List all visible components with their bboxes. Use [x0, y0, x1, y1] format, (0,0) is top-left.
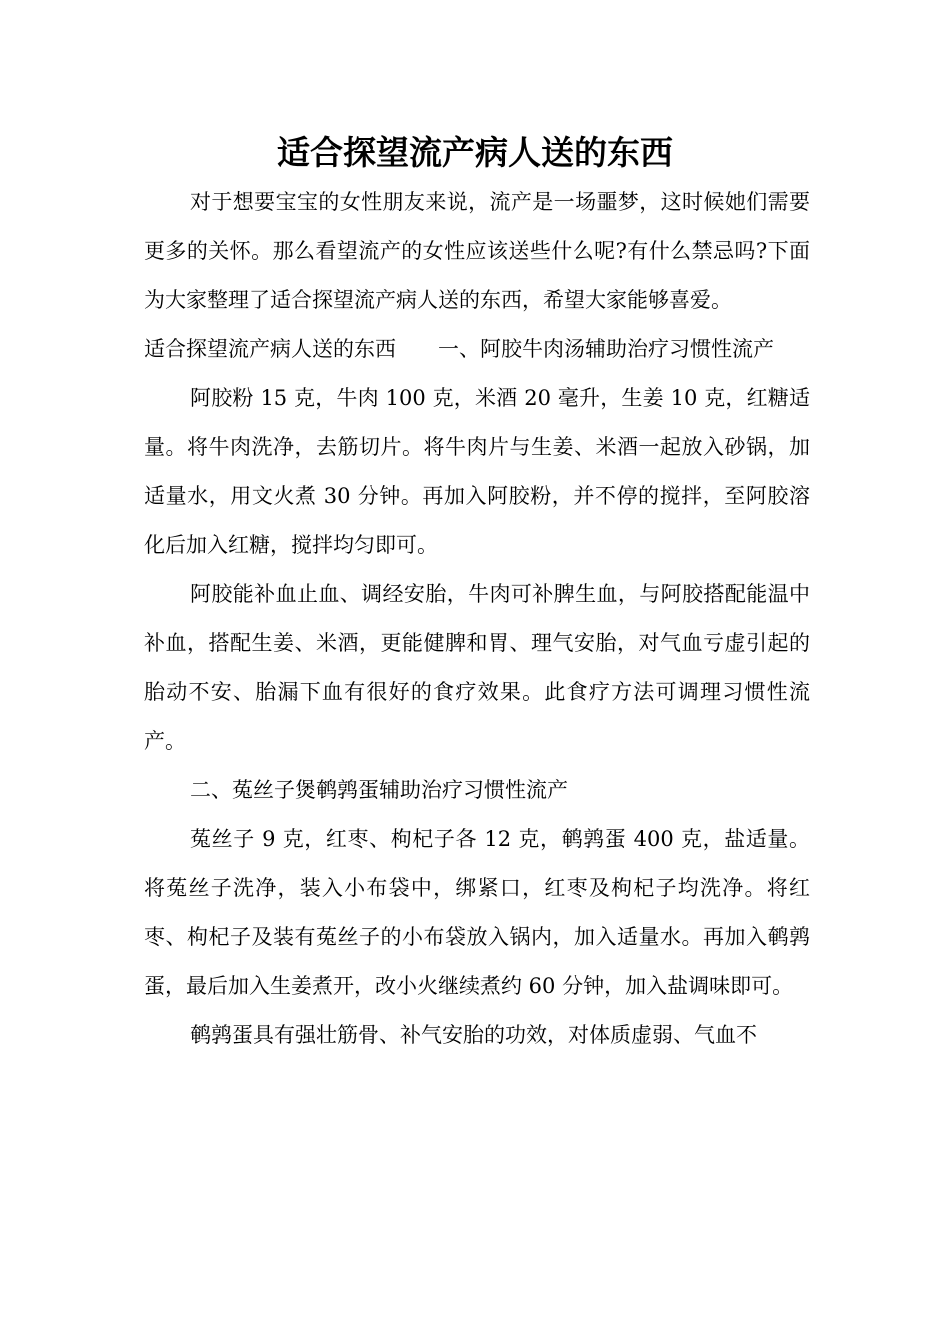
paragraph-recipe-1: 阿胶粉 15 克，牛肉 100 克，米酒 20 毫升，生姜 10 克，红糖适量。将牛肉洗净，去筋切片。将牛肉片与生姜、米酒一起放入砂锅，加适量水，用文火煮 30 分钟。再加入阿胶粉，并不停的搅拌，至阿胶溶化后加入红糖，搅拌均匀即可。 [144, 386, 810, 557]
paragraph-benefit-1: 阿胶能补血止血、调经安胎，牛肉可补脾生血，与阿胶搭配能温中补血，搭配生姜、米酒，更能健脾和胃、理气安胎，对气血亏虚引起的胎动不安、胎漏下血有很好的食疗效果。此食疗方法可调理习惯性流产。 [144, 582, 810, 753]
paragraph-recipe-2: 菟丝子 9 克，红枣、枸杞子各 12 克，鹌鹑蛋 400 克，盐适量。将菟丝子洗净，装入小布袋中，绑紧口，红枣及枸杞子均洗净。将红枣、枸杞子及装有菟丝子的小布袋放入锅内，加入适量水。再加入鹌鹑蛋，最后加入生姜煮开，改小火继续煮约 60 分钟，加入盐调味即可。 [144, 827, 810, 998]
paragraph-section-heading-2: 二、菟丝子煲鹌鹑蛋辅助治疗习惯性流产 [190, 778, 568, 802]
document-body [144, 178, 810, 1060]
paragraph-benefit-2: 鹌鹑蛋具有强壮筋骨、补气安胎的功效，对体质虚弱、气血不 [190, 1023, 757, 1047]
paragraph-section-heading-1: 适合探望流产病人送的东西 一、阿胶牛肉汤辅助治疗习惯性流产 [144, 337, 774, 361]
document-title: 适合探望流产病人送的东西 [277, 133, 673, 172]
paragraph-intro: 对于想要宝宝的女性朋友来说，流产是一场噩梦，这时候她们需要更多的关怀。那么看望流产的女性应该送些什么呢?有什么禁忌吗?下面为大家整理了适合探望流产病人送的东西，希望大家能够喜爱。 [144, 190, 810, 312]
